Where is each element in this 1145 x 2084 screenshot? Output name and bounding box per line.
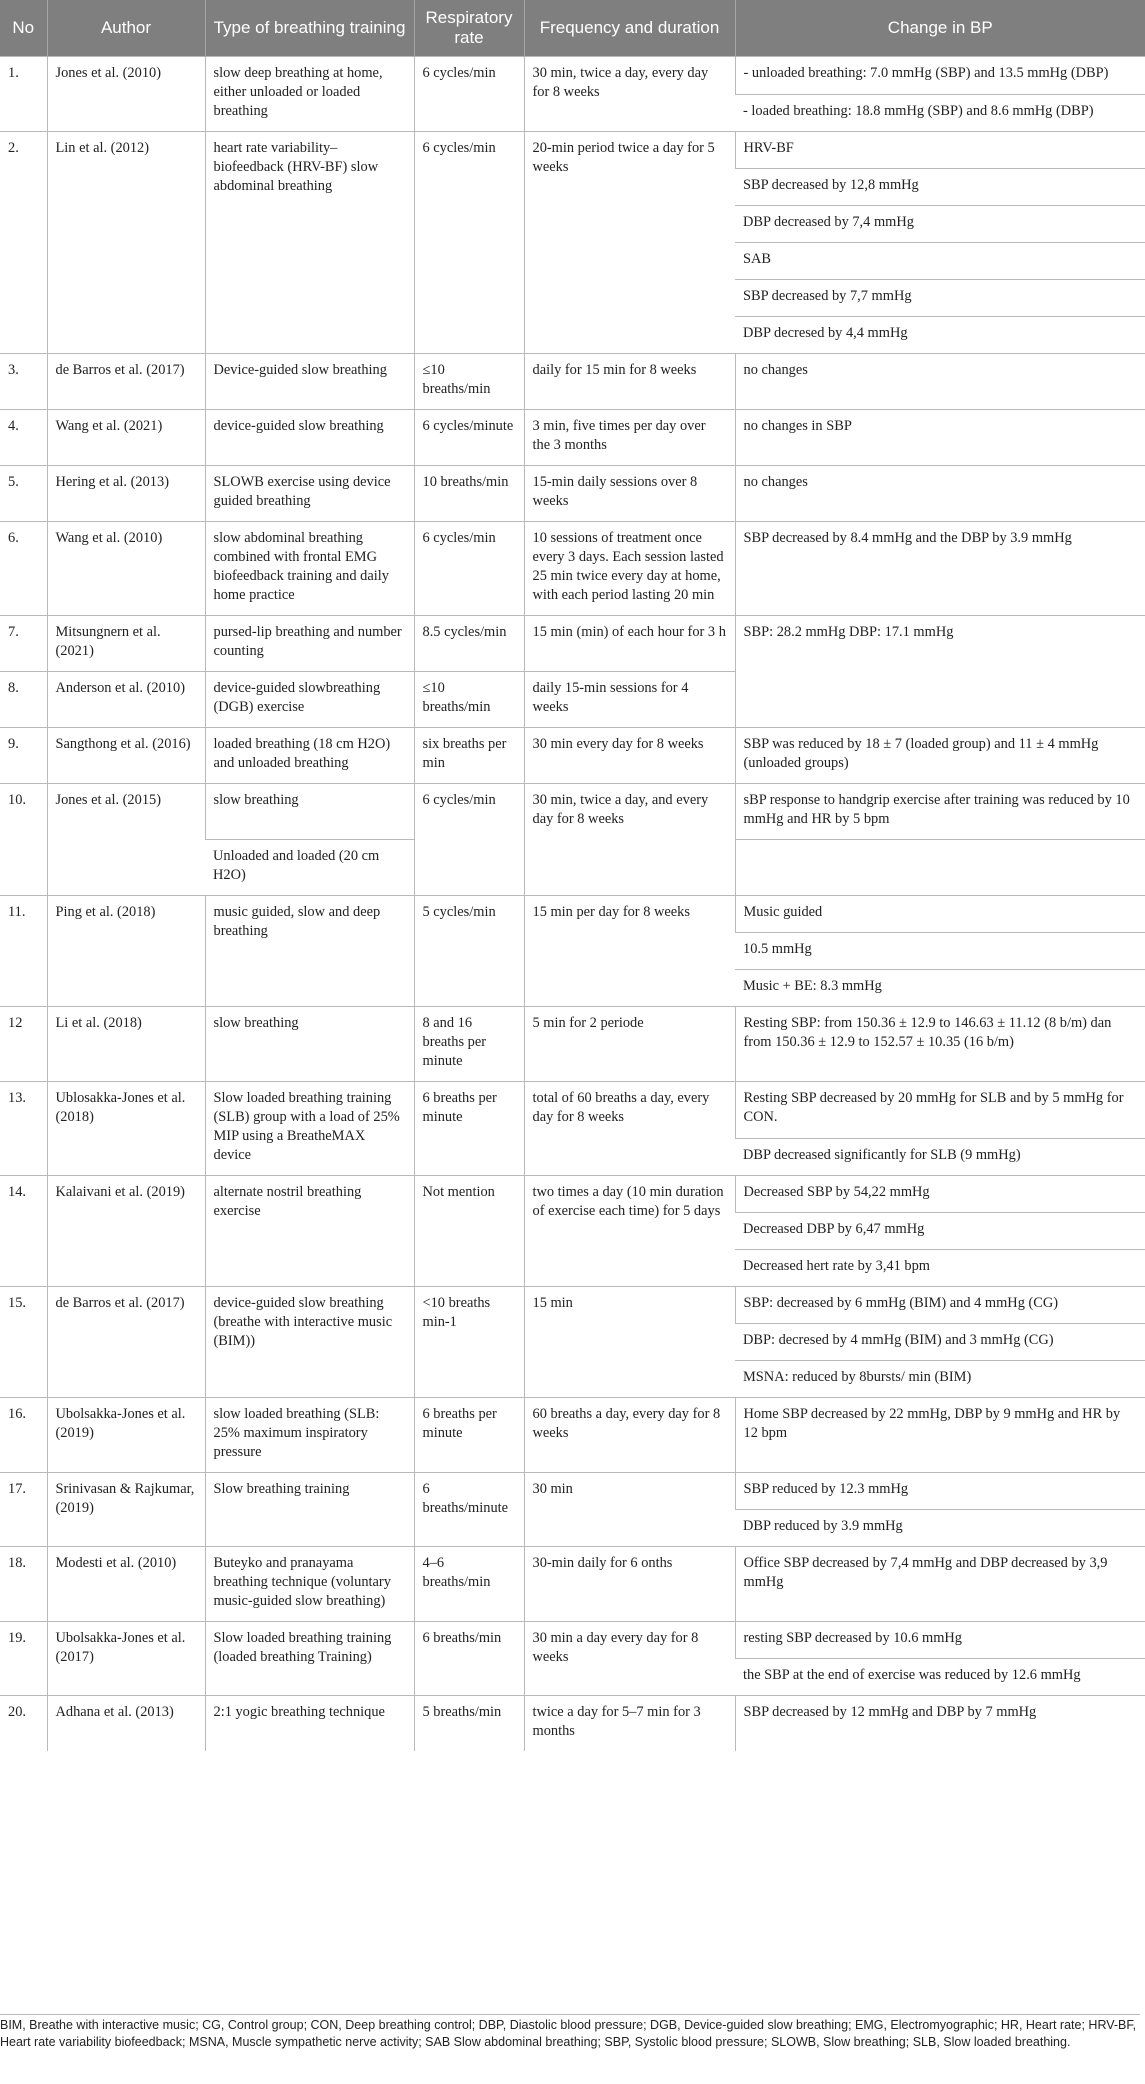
cell-change-in-bp: SBP was reduced by 18 ± 7 (loaded group) and 11 ± 4 mmHg (unloaded groups) (735, 728, 1145, 784)
cell-frequency-duration: daily for 15 min for 8 weeks (524, 354, 735, 410)
table-row (0, 1473, 1145, 1510)
cell-no: 3. (0, 354, 47, 410)
cell-change-in-bp: Decreased SBP by 54,22 mmHg (735, 1176, 1145, 1213)
cell-author: Mitsungnern et al. (2021) (47, 616, 205, 672)
header-respiratory-rate: Respiratory rate (414, 0, 524, 57)
table-footnote: BIM, Breathe with interactive music; CG, Control group; CON, Deep breathing control; DBP, Diastolic blood pressure; DGB, Device-guided slow breathing; EMG, Electromyographic; HR, Heart rate; HRV-BF, Heart rate variability biofeedback; MSNA, Muscle sympathetic nerve activity; SAB Slow abdominal breathing; SBP, Systolic blood pressure; SLOWB, Slow breathing; SLB, Slow loaded breathing. (0, 2014, 1140, 2051)
cell-type: Device-guided slow breathing (205, 354, 414, 410)
cell-change-in-bp: MSNA: reduced by 8bursts/ min (BIM) (735, 1361, 1145, 1398)
cell-author: Kalaivani et al. (2019) (47, 1176, 205, 1287)
cell-frequency-duration: twice a day for 5–7 min for 3 months (524, 1696, 735, 1752)
cell-change-in-bp: HRV-BF (735, 132, 1145, 169)
cell-type: device-guided slowbreathing (DGB) exercise (205, 672, 414, 728)
cell-no: 13. (0, 1082, 47, 1176)
cell-type: Slow loaded breathing training (SLB) group with a load of 25% MIP using a BreatheMAX device (205, 1082, 414, 1176)
cell-type: Slow breathing training (205, 1473, 414, 1547)
table-row (0, 1287, 1145, 1324)
header-no: No (0, 0, 47, 57)
cell-respiratory-rate: 6 breaths per minute (414, 1398, 524, 1473)
cell-no: 6. (0, 522, 47, 616)
cell-change-in-bp: no changes (735, 466, 1145, 522)
cell-respiratory-rate: 6 cycles/minute (414, 410, 524, 466)
cell-author: de Barros et al. (2017) (47, 1287, 205, 1398)
cell-no: 20. (0, 1696, 47, 1752)
cell-change-in-bp: Music guided (735, 896, 1145, 933)
cell-type: 2:1 yogic breathing technique (205, 1696, 414, 1752)
cell-respiratory-rate: 10 breaths/min (414, 466, 524, 522)
cell-change-in-bp: SBP decreased by 7,7 mmHg (735, 280, 1145, 317)
cell-type: slow loaded breathing (SLB: 25% maximum inspiratory pressure (205, 1398, 414, 1473)
cell-frequency-duration: 10 sessions of treatment once every 3 days. Each session lasted 25 min twice every day at home, with each period lasting 20 min (524, 522, 735, 616)
cell-type: device-guided slow breathing (breathe with interactive music (BIM)) (205, 1287, 414, 1398)
cell-type: slow abdominal breathing combined with frontal EMG biofeedback training and daily home practice (205, 522, 414, 616)
cell-no: 7. (0, 616, 47, 672)
cell-author: Wang et al. (2010) (47, 522, 205, 616)
cell-frequency-duration: 30 min a day every day for 8 weeks (524, 1622, 735, 1696)
cell-respiratory-rate: 4–6 breaths/min (414, 1547, 524, 1622)
cell-no: 12 (0, 1007, 47, 1082)
cell-change-in-bp: resting SBP decreased by 10.6 mmHg (735, 1622, 1145, 1659)
cell-change-in-bp: - unloaded breathing: 7.0 mmHg (SBP) and 13.5 mmHg (DBP) (735, 57, 1145, 95)
cell-type: pursed-lip breathing and number counting (205, 616, 414, 672)
cell-frequency-duration: 30 min every day for 8 weeks (524, 728, 735, 784)
cell-author: Jones et al. (2010) (47, 57, 205, 132)
cell-no: 2. (0, 132, 47, 354)
cell-frequency-duration: 15 min per day for 8 weeks (524, 896, 735, 1007)
cell-author: Ubolsakka-Jones et al. (2019) (47, 1398, 205, 1473)
cell-author: Srinivasan & Rajkumar, (2019) (47, 1473, 205, 1547)
cell-change-in-bp: Decreased hert rate by 3,41 bpm (735, 1250, 1145, 1287)
cell-respiratory-rate: 5 cycles/min (414, 896, 524, 1007)
cell-no: 19. (0, 1622, 47, 1696)
cell-respiratory-rate: 5 breaths/min (414, 1696, 524, 1752)
cell-change-in-bp: DBP: decresed by 4 mmHg (BIM) and 3 mmHg (CG) (735, 1324, 1145, 1361)
cell-respiratory-rate: <10 breaths min-1 (414, 1287, 524, 1398)
cell-frequency-duration: daily 15-min sessions for 4 weeks (524, 672, 735, 728)
cell-author: Modesti et al. (2010) (47, 1547, 205, 1622)
cell-change-in-bp: sBP response to handgrip exercise after training was reduced by 10 mmHg and HR by 5 bpm (735, 784, 1145, 840)
cell-type: SLOWB exercise using device guided breathing (205, 466, 414, 522)
table-row (0, 784, 1145, 840)
cell-frequency-duration: 3 min, five times per day over the 3 months (524, 410, 735, 466)
cell-change-in-bp: SBP: 28.2 mmHg DBP: 17.1 mmHg (735, 616, 1145, 728)
cell-no: 8. (0, 672, 47, 728)
table-row (0, 616, 1145, 672)
cell-no: 14. (0, 1176, 47, 1287)
cell-change-in-bp: 10.5 mmHg (735, 933, 1145, 970)
table-row (0, 1547, 1145, 1622)
cell-frequency-duration: 15 min (min) of each hour for 3 h (524, 616, 735, 672)
table-body (0, 57, 1145, 1752)
cell-frequency-duration: 5 min for 2 periode (524, 1007, 735, 1082)
cell-type: Buteyko and pranayama breathing technique (voluntary music-guided slow breathing) (205, 1547, 414, 1622)
cell-author: Ubolsakka-Jones et al. (2017) (47, 1622, 205, 1696)
cell-frequency-duration: 30 min (524, 1473, 735, 1547)
cell-change-in-bp: SAB (735, 243, 1145, 280)
cell-respiratory-rate: 6 breaths per minute (414, 1082, 524, 1176)
table-row (0, 896, 1145, 933)
cell-change-in-bp: DBP decresed by 4,4 mmHg (735, 317, 1145, 354)
cell-change-in-bp: Resting SBP decreased by 20 mmHg for SLB and by 5 mmHg for CON. (735, 1082, 1145, 1139)
cell-change-in-bp: no changes (735, 354, 1145, 410)
table-row (0, 132, 1145, 169)
table-row (0, 1176, 1145, 1213)
cell-author: Wang et al. (2021) (47, 410, 205, 466)
cell-respiratory-rate: 8.5 cycles/min (414, 616, 524, 672)
table-row (0, 1082, 1145, 1139)
cell-author: Sangthong et al. (2016) (47, 728, 205, 784)
cell-author: Anderson et al. (2010) (47, 672, 205, 728)
cell-change-in-bp: Office SBP decreased by 7,4 mmHg and DBP decreased by 3,9 mmHg (735, 1547, 1145, 1622)
cell-author: Li et al. (2018) (47, 1007, 205, 1082)
cell-change-in-bp: DBP reduced by 3.9 mmHg (735, 1510, 1145, 1547)
cell-change-in-bp: DBP decreased significantly for SLB (9 mmHg) (735, 1138, 1145, 1175)
cell-no: 16. (0, 1398, 47, 1473)
cell-no: 1. (0, 57, 47, 132)
cell-respiratory-rate: 6 cycles/min (414, 132, 524, 354)
cell-no: 5. (0, 466, 47, 522)
header-frequency-duration: Frequency and duration (524, 0, 735, 57)
cell-respiratory-rate: 6 breaths/min (414, 1622, 524, 1696)
table-row (0, 410, 1145, 466)
cell-author: Adhana et al. (2013) (47, 1696, 205, 1752)
table-row (0, 466, 1145, 522)
cell-author: Lin et al. (2012) (47, 132, 205, 354)
cell-change-in-bp (735, 840, 1145, 896)
cell-frequency-duration: 30 min, twice a day, and every day for 8 weeks (524, 784, 735, 896)
cell-respiratory-rate: ≤10 breaths/min (414, 354, 524, 410)
cell-no: 4. (0, 410, 47, 466)
table-row (0, 1696, 1145, 1752)
cell-frequency-duration: 15 min (524, 1287, 735, 1398)
header-row (0, 0, 1145, 57)
cell-type: Unloaded and loaded (20 cm H2O) (205, 840, 414, 896)
cell-no: 18. (0, 1547, 47, 1622)
cell-type: slow breathing (205, 784, 414, 840)
cell-no: 17. (0, 1473, 47, 1547)
cell-author: Jones et al. (2015) (47, 784, 205, 896)
table-row (0, 1398, 1145, 1473)
cell-frequency-duration: 20-min period twice a day for 5 weeks (524, 132, 735, 354)
cell-author: Hering et al. (2013) (47, 466, 205, 522)
cell-type: music guided, slow and deep breathing (205, 896, 414, 1007)
cell-type: device-guided slow breathing (205, 410, 414, 466)
cell-type: heart rate variability–biofeedback (HRV-BF) slow abdominal breathing (205, 132, 414, 354)
header-change-in-bp: Change in BP (735, 0, 1145, 57)
cell-respiratory-rate: ≤10 breaths/min (414, 672, 524, 728)
table-row (0, 57, 1145, 95)
cell-change-in-bp: SBP decreased by 12,8 mmHg (735, 169, 1145, 206)
table-row (0, 354, 1145, 410)
table-row (0, 728, 1145, 784)
cell-change-in-bp: Decreased DBP by 6,47 mmHg (735, 1213, 1145, 1250)
cell-type: alternate nostril breathing exercise (205, 1176, 414, 1287)
cell-author: Ublosakka-Jones et al. (2018) (47, 1082, 205, 1176)
cell-frequency-duration: 15-min daily sessions over 8 weeks (524, 466, 735, 522)
cell-change-in-bp: SBP decreased by 12 mmHg and DBP by 7 mmHg (735, 1696, 1145, 1752)
table-row (0, 522, 1145, 616)
header-author: Author (47, 0, 205, 57)
cell-change-in-bp: no changes in SBP (735, 410, 1145, 466)
cell-type: loaded breathing (18 cm H2O) and unloaded breathing (205, 728, 414, 784)
cell-change-in-bp: - loaded breathing: 18.8 mmHg (SBP) and 8.6 mmHg (DBP) (735, 94, 1145, 132)
cell-change-in-bp: the SBP at the end of exercise was reduced by 12.6 mmHg (735, 1659, 1145, 1696)
cell-no: 15. (0, 1287, 47, 1398)
cell-type: Slow loaded breathing training (loaded breathing Training) (205, 1622, 414, 1696)
cell-type: slow breathing (205, 1007, 414, 1082)
cell-no: 11. (0, 896, 47, 1007)
cell-change-in-bp: Music + BE: 8.3 mmHg (735, 970, 1145, 1007)
cell-respiratory-rate: 8 and 16 breaths per minute (414, 1007, 524, 1082)
cell-respiratory-rate: 6 cycles/min (414, 57, 524, 132)
table-header (0, 0, 1145, 57)
cell-frequency-duration: 60 breaths a day, every day for 8 weeks (524, 1398, 735, 1473)
cell-type: slow deep breathing at home, either unloaded or loaded breathing (205, 57, 414, 132)
cell-no: 9. (0, 728, 47, 784)
cell-change-in-bp: Home SBP decreased by 22 mmHg, DBP by 9 mmHg and HR by 12 bpm (735, 1398, 1145, 1473)
cell-frequency-duration: two times a day (10 min duration of exercise each time) for 5 days (524, 1176, 735, 1287)
cell-change-in-bp: DBP decreased by 7,4 mmHg (735, 206, 1145, 243)
cell-frequency-duration: 30 min, twice a day, every day for 8 weeks (524, 57, 735, 132)
cell-respiratory-rate: 6 breaths/minute (414, 1473, 524, 1547)
cell-respiratory-rate: six breaths per min (414, 728, 524, 784)
table-row (0, 1622, 1145, 1659)
header-type: Type of breathing training (205, 0, 414, 57)
cell-change-in-bp: SBP decreased by 8.4 mmHg and the DBP by 3.9 mmHg (735, 522, 1145, 616)
cell-respiratory-rate: 6 cycles/min (414, 784, 524, 896)
cell-author: de Barros et al. (2017) (47, 354, 205, 410)
cell-frequency-duration: 30-min daily for 6 onths (524, 1547, 735, 1622)
cell-change-in-bp: SBP reduced by 12.3 mmHg (735, 1473, 1145, 1510)
cell-change-in-bp: SBP: decreased by 6 mmHg (BIM) and 4 mmHg (CG) (735, 1287, 1145, 1324)
cell-respiratory-rate: 6 cycles/min (414, 522, 524, 616)
cell-no: 10. (0, 784, 47, 896)
cell-frequency-duration: total of 60 breaths a day, every day for 8 weeks (524, 1082, 735, 1176)
cell-respiratory-rate: Not mention (414, 1176, 524, 1287)
cell-change-in-bp: Resting SBP: from 150.36 ± 12.9 to 146.63 ± 11.12 (8 b/m) dan from 150.36 ± 12.9 to 152.57 ± 10.35 (16 b/m) (735, 1007, 1145, 1082)
cell-author: Ping et al. (2018) (47, 896, 205, 1007)
table-row (0, 1007, 1145, 1082)
